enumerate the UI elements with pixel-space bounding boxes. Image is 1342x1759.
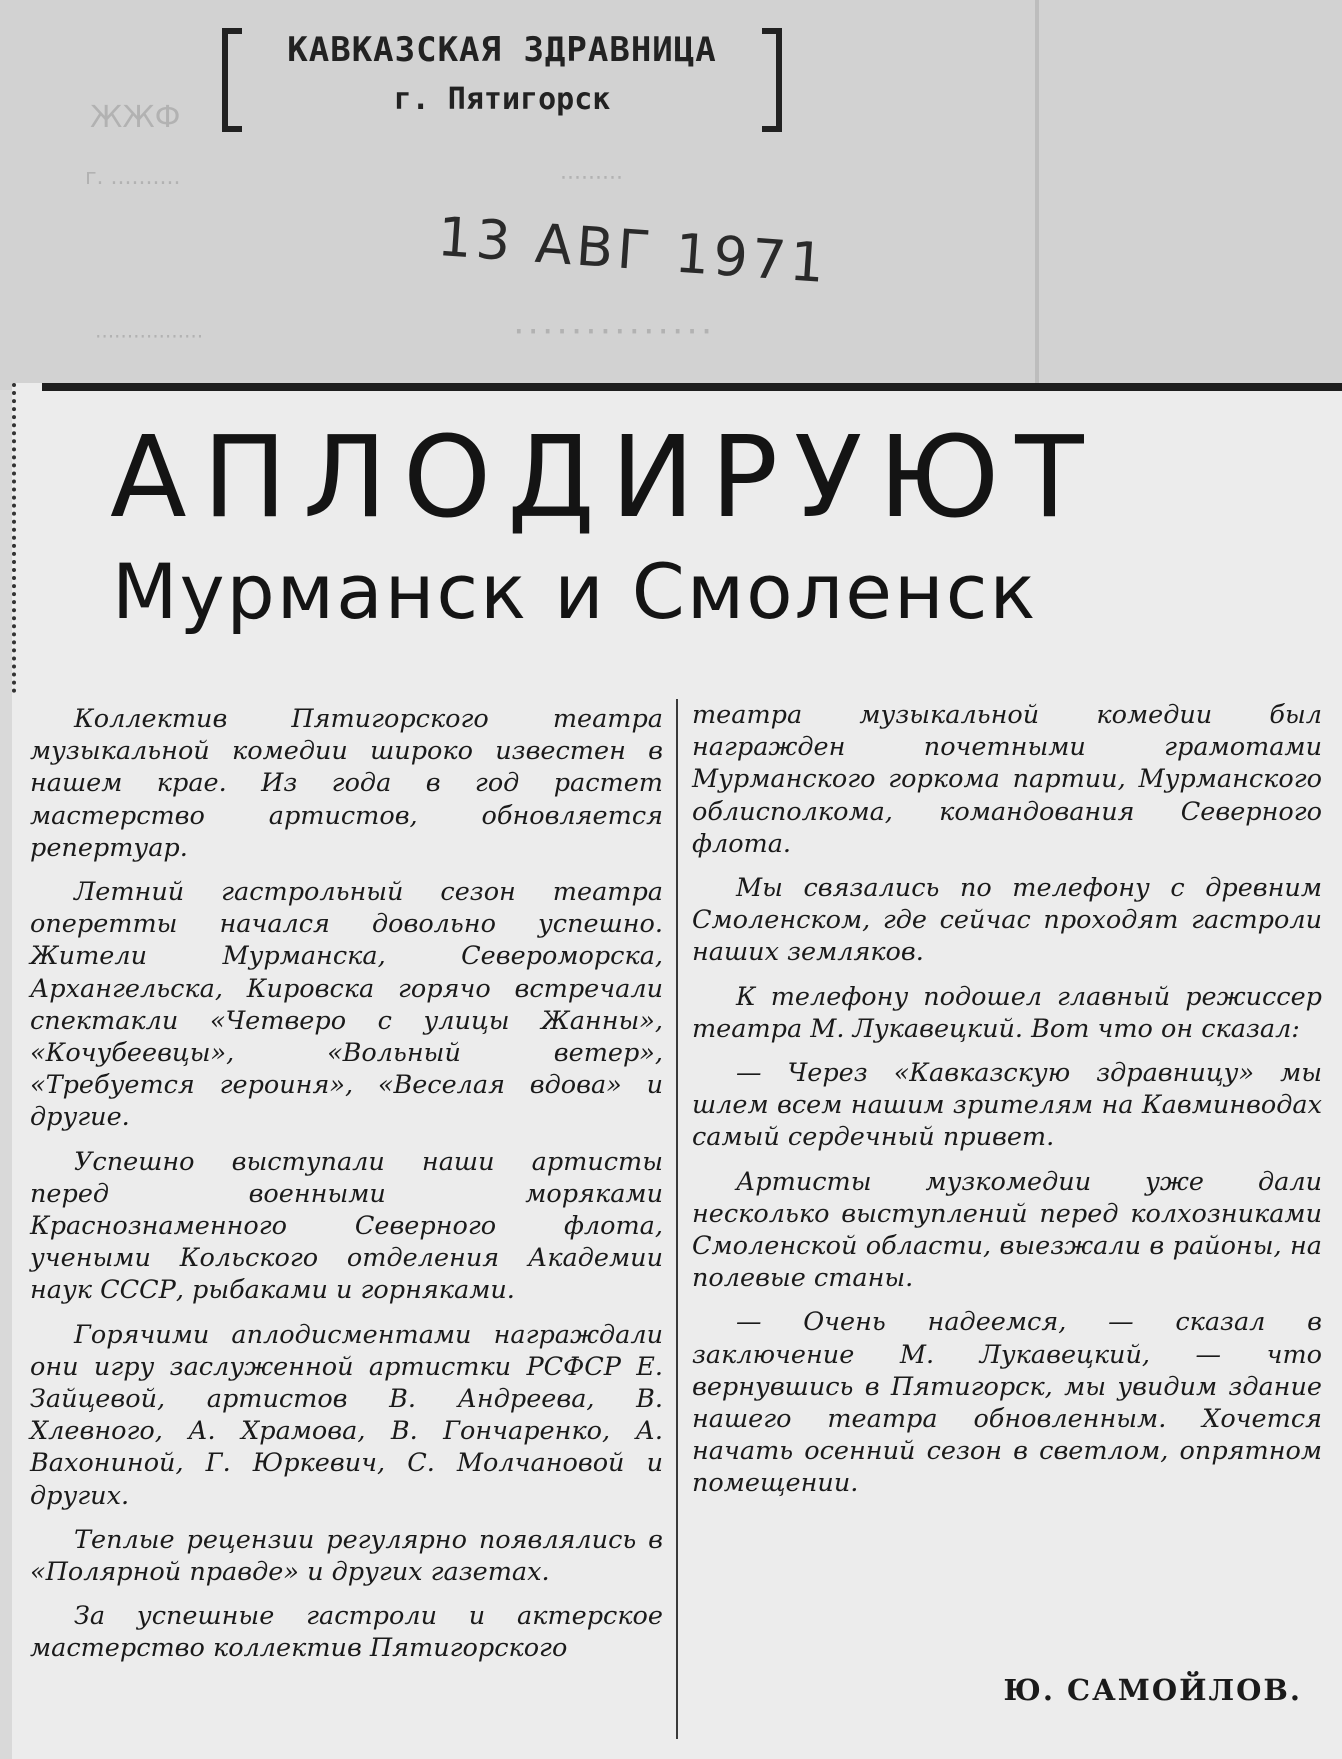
card-edge bbox=[1035, 0, 1039, 390]
paragraph: Горячими аплодисментами награждали они игру заслуженной артистки РСФСР Е. Зайцевой, артистов В. Андреева, В. Хлевного, А. Храмова, В. Гончаренко, А. Вахониной, Г. Юркевич, С. Молчановой и других. bbox=[30, 1319, 663, 1511]
headline-sub: Мурманск и Смоленск bbox=[112, 547, 1038, 636]
bleed-through-text: .............. bbox=[510, 320, 713, 361]
paragraph: — Через «Кавказскую здравницу» мы шлем всем нашим зрителям на Кавминводах самый сердечный привет. bbox=[692, 1058, 1322, 1153]
date-stamp: 13 АВГ 1971 bbox=[435, 205, 831, 296]
author-signature: Ю. САМОЙЛОВ. bbox=[1003, 1673, 1302, 1707]
paragraph: Летний гастрольный сезон театра оперетты начался довольно успешно. Жители Мурманска, Североморска, Архангельска, Кировска горячо встречали спектакли «Четверо с улицы Жанны», «Кочубеевцы», «Вольный ветер», «Требуется героиня», «Веселая вдова» и другие. bbox=[30, 877, 663, 1133]
paragraph: — Очень надеемся, — сказал в заключение М. Лукавецкий, — что вернувшись в Пятигорск, мы увидим здание нашего театра обновленным. Хочется начать осенний сезон в светлом, опрятном помещении. bbox=[692, 1307, 1322, 1499]
torn-edge bbox=[12, 383, 32, 693]
bleed-through-text: ................. bbox=[95, 330, 204, 354]
paragraph: Теплые рецензии регулярно появлялись в «Полярной правде» и других газетах. bbox=[30, 1524, 663, 1588]
stamp-bracket-left bbox=[222, 28, 242, 132]
column-divider bbox=[676, 699, 678, 1739]
archive-card bbox=[0, 0, 1342, 390]
paragraph: Мы связались по телефону с древним Смоленском, где сейчас проходят гастроли наших земляков. bbox=[692, 873, 1322, 968]
article-column-left bbox=[30, 703, 663, 1677]
newspaper-stamp bbox=[222, 22, 782, 134]
bleed-through-text: ЖЖФ bbox=[90, 100, 181, 135]
article-column-right bbox=[692, 699, 1322, 1512]
bleed-through-text: ......... bbox=[560, 170, 623, 195]
paragraph: К телефону подошел главный режиссер театра М. Лукавецкий. Вот что он сказал: bbox=[692, 981, 1322, 1044]
article-clipping bbox=[12, 383, 1342, 1759]
stamp-bracket-right bbox=[762, 28, 782, 132]
headline-main: АПЛОДИРУЮТ bbox=[110, 413, 1100, 543]
bleed-through-text: г. .......... bbox=[85, 165, 181, 190]
paragraph: Коллектив Пятигорского театра музыкальной комедии широко известен в нашем крае. Из года в год растет мастерство артистов, обновляется репертуар. bbox=[30, 704, 663, 863]
stamp-newspaper-name: КАВКАЗСКАЯ ЗДРАВНИЦА bbox=[287, 30, 717, 70]
top-rule bbox=[42, 383, 1342, 391]
paragraph: За успешные гастроли и актерское мастерство коллектив Пятигорского bbox=[30, 1601, 663, 1664]
paragraph: Успешно выступали наши артисты перед военными моряками Краснознаменного Северного флота, учеными Кольского отделения Академии наук СССР, рыбаками и горняками. bbox=[30, 1146, 663, 1306]
paragraph: Артисты музкомедии уже дали несколько выступлений перед колхозниками Смоленской области, выезжали в районы, на полевые станы. bbox=[692, 1166, 1322, 1294]
stamp-city: г. Пятигорск bbox=[393, 82, 611, 117]
paragraph: театра музыкальной комедии был награжден почетными грамотами Мурманского горкома партии, Мурманского облисполкома, командования Северного флота. bbox=[692, 700, 1322, 859]
